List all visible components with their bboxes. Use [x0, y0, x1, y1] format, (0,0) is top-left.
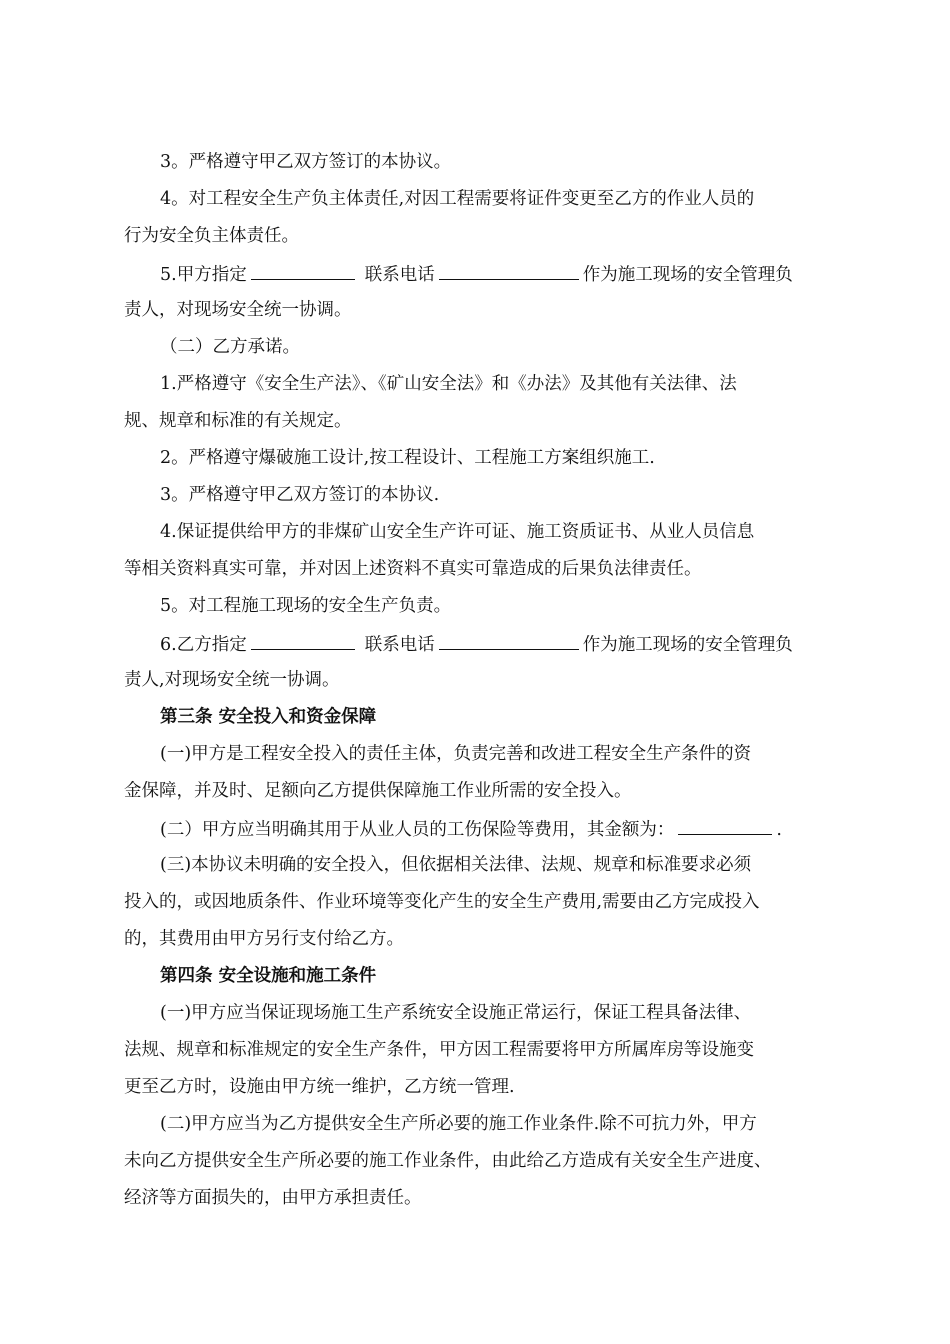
text: 5.甲方指定: [160, 265, 247, 285]
text-line: [124, 1147, 834, 1175]
text: 3。严格遵守甲乙双方签订的本协议。: [160, 152, 452, 172]
text: 金保障，并及时、足额向乙方提供保障施工作业所需的安全投入。: [124, 781, 632, 801]
text-line: [124, 1036, 834, 1064]
text: （二）乙方承诺。: [160, 337, 300, 357]
text-line: [160, 999, 834, 1027]
text-line: [124, 555, 834, 583]
text-line: [160, 518, 834, 546]
text-line: [124, 666, 834, 694]
text: .: [776, 820, 782, 840]
text: 作为施工现场的安全管理负: [582, 265, 793, 285]
text-line: [160, 851, 834, 879]
text: 法规、规章和标准规定的安全生产条件，甲方因工程需要将甲方所属库房等设施变: [124, 1040, 754, 1060]
blank-field: [439, 259, 579, 280]
text-line: [124, 407, 834, 435]
text: 联系电话: [364, 635, 435, 655]
text-line: [160, 740, 834, 768]
blank-field: [678, 814, 772, 835]
text-line: [124, 1184, 834, 1212]
text-line: [160, 814, 834, 842]
section-heading: [160, 962, 834, 990]
text-line: [160, 185, 834, 213]
text-line: [160, 444, 834, 472]
text: (二）甲方应当明确其用于从业人员的工伤保险等费用，其金额为：: [160, 820, 675, 840]
text: 1.严格遵守《安全生产法》、《矿山安全法》和《办法》及其他有关法律、法: [160, 374, 737, 394]
section-heading: [160, 703, 834, 731]
blank-field: [251, 629, 355, 650]
text: 2。严格遵守爆破施工设计,按工程设计、工程施工方案组织施工.: [160, 448, 655, 468]
text: 4.保证提供给甲方的非煤矿山安全生产许可证、施工资质证书、从业人员信息: [160, 522, 755, 542]
text: 规、规章和标准的有关规定。: [124, 411, 352, 431]
text-line: [124, 222, 834, 250]
text: 行为安全负主体责任。: [124, 226, 299, 246]
text: 责人，对现场安全统一协调。: [124, 300, 352, 320]
text: (三)本协议未明确的安全投入，但依据相关法律、法规、规章和标准要求必须: [160, 855, 752, 875]
text: 5。对工程施工现场的安全生产负责。: [160, 596, 452, 616]
text: (一)甲方是工程安全投入的责任主体，负责完善和改进工程安全生产条件的资: [160, 744, 752, 764]
text-line: [160, 333, 834, 361]
text: 4。对工程安全生产负主体责任,对因工程需要将证件变更至乙方的作业人员的: [160, 189, 755, 209]
text: 投入的，或因地质条件、作业环境等变化产生的安全生产费用,需要由乙方完成投入: [124, 892, 760, 912]
text: 未向乙方提供安全生产所必要的施工作业条件，由此给乙方造成有关安全生产进度、: [124, 1151, 772, 1171]
text-line: [160, 629, 834, 657]
text: 第三条 安全投入和资金保障: [160, 707, 377, 727]
text: 责人,对现场安全统一协调。: [124, 670, 340, 690]
text: 等相关资料真实可靠，并对因上述资料不真实可靠造成的后果负法律责任。: [124, 559, 702, 579]
blank-field: [251, 259, 355, 280]
text: 3。严格遵守甲乙双方签订的本协议.: [160, 485, 440, 505]
blank-field: [439, 629, 579, 650]
text-line: [124, 1073, 834, 1101]
text-line: [124, 925, 834, 953]
text: 6.乙方指定: [160, 635, 247, 655]
text-line: [160, 370, 834, 398]
text-line: [160, 259, 834, 287]
text: (一)甲方应当保证现场施工生产系统安全设施正常运行，保证工程具备法律、: [160, 1003, 752, 1023]
text: (二)甲方应当为乙方提供安全生产所必要的施工作业条件.除不可抗力外，甲方: [160, 1114, 757, 1134]
text: 经济等方面损失的，由甲方承担责任。: [124, 1188, 422, 1208]
text: 的，其费用由甲方另行支付给乙方。: [124, 929, 404, 949]
text-line: [124, 888, 834, 916]
text: 第四条 安全设施和施工条件: [160, 966, 377, 986]
text: 作为施工现场的安全管理负: [582, 635, 793, 655]
text-line: [124, 777, 834, 805]
text-line: [160, 1110, 834, 1138]
text-line: [160, 592, 834, 620]
text-line: [160, 481, 834, 509]
text: 联系电话: [364, 265, 435, 285]
text-line: [124, 296, 834, 324]
text-line: [160, 148, 834, 176]
text: 更至乙方时，设施由甲方统一维护，乙方统一管理.: [124, 1077, 515, 1097]
